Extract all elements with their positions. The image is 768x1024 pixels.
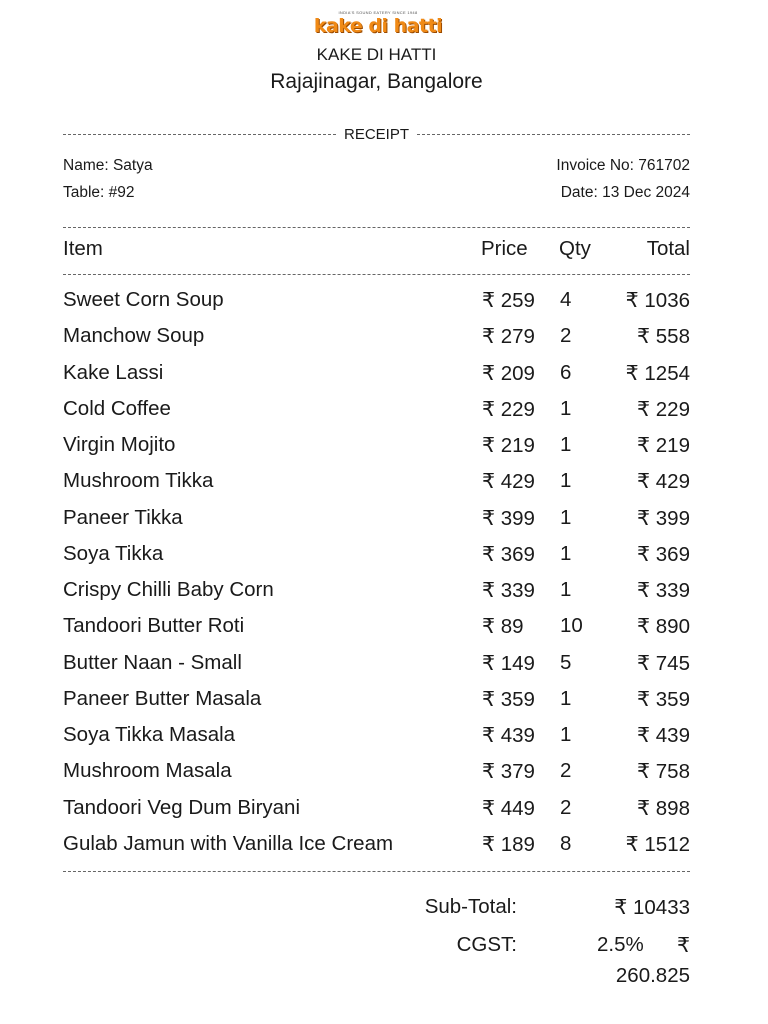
table-row [63, 361, 690, 397]
item-qty: 1 [560, 396, 572, 420]
item-total: ₹ 898 [637, 796, 690, 820]
item-total: ₹ 399 [637, 506, 690, 530]
item-name: Tandoori Veg Dum Biryani [63, 795, 301, 819]
invoice-number: Invoice No: 761702 [556, 157, 690, 174]
item-qty: 2 [560, 795, 572, 819]
item-name: Butter Naan - Small [63, 650, 242, 674]
item-total: ₹ 745 [637, 651, 690, 675]
divider [63, 134, 336, 135]
shop-location: Rajajinagar, Bangalore [270, 70, 483, 93]
item-name: Sweet Corn Soup [63, 288, 224, 311]
item-price: ₹ 219 [482, 434, 535, 457]
table-row [63, 324, 690, 360]
item-qty: 4 [560, 288, 572, 311]
item-qty: 2 [560, 324, 572, 348]
table-row [63, 687, 690, 723]
logo-wordmark: kake di hatti [313, 15, 443, 37]
item-price: ₹ 379 [482, 760, 535, 784]
item-qty: 10 [560, 614, 583, 638]
item-price: ₹ 439 [482, 724, 535, 747]
logo-tagline: INDIA'S SOUND EATERY SINCE 1948 [338, 10, 418, 15]
item-total: ₹ 219 [637, 434, 690, 457]
receipt-title: RECEIPT [344, 125, 410, 143]
item-name: Crispy Chilli Baby Corn [63, 578, 274, 601]
table-row [63, 759, 690, 795]
column-header-total: Total [646, 237, 690, 260]
item-name: Gulab Jamun with Vanilla Ice Cream [63, 831, 394, 855]
item-price: ₹ 89 [482, 615, 524, 639]
table-row [63, 723, 690, 759]
item-qty: 1 [560, 469, 572, 493]
table-row [63, 542, 690, 578]
divider [417, 134, 690, 135]
item-qty: 1 [560, 686, 572, 710]
divider [63, 227, 690, 228]
item-qty: 1 [560, 433, 572, 456]
subtotal-label: Sub-Total: [424, 895, 517, 918]
item-price: ₹ 449 [482, 796, 535, 820]
item-name: Soya Tikka [63, 541, 164, 565]
item-price: ₹ 399 [482, 506, 535, 530]
item-total: ₹ 439 [637, 724, 690, 747]
item-name: Manchow Soup [63, 324, 205, 348]
item-price: ₹ 259 [482, 289, 535, 312]
cgst-value: 260.825 [615, 964, 690, 987]
item-qty: 5 [560, 650, 572, 674]
table-row [63, 796, 690, 832]
table-row [63, 578, 690, 614]
item-name: Tandoori Butter Roti [63, 614, 245, 638]
item-price: ₹ 339 [482, 579, 535, 602]
item-total: ₹ 558 [637, 325, 690, 349]
item-price: ₹ 149 [482, 651, 535, 675]
item-total: ₹ 1512 [625, 832, 690, 856]
item-price: ₹ 189 [482, 832, 535, 856]
item-total: ₹ 339 [637, 579, 690, 602]
item-qty: 1 [560, 505, 572, 529]
shop-name: KAKE DI HATTI [316, 45, 437, 64]
customer-name: Name: Satya [63, 157, 153, 174]
cgst-rate: 2.5% [597, 933, 644, 956]
item-price: ₹ 369 [482, 542, 535, 566]
receipt-heading [63, 124, 690, 144]
column-header-item: Item [63, 237, 103, 260]
item-price: ₹ 359 [482, 687, 535, 711]
table-row [63, 469, 690, 505]
table-row [63, 288, 690, 324]
item-total: ₹ 429 [637, 470, 690, 494]
table-row [63, 651, 690, 687]
subtotal-value: ₹ 10433 [614, 896, 690, 919]
invoice-date: Date: 13 Dec 2024 [560, 184, 690, 201]
table-number: Table: #92 [63, 184, 135, 201]
item-price: ₹ 229 [482, 397, 535, 421]
table-row [63, 506, 690, 542]
item-name: Mushroom Masala [63, 759, 232, 783]
item-total: ₹ 1254 [625, 361, 690, 385]
table-row [63, 433, 690, 469]
item-name: Soya Tikka Masala [63, 723, 236, 746]
item-price: ₹ 429 [482, 470, 535, 494]
item-qty: 1 [560, 723, 572, 746]
item-total: ₹ 758 [637, 760, 690, 784]
item-qty: 2 [560, 759, 572, 783]
cgst-label: CGST: [456, 933, 517, 956]
item-price: ₹ 209 [482, 361, 535, 385]
item-qty: 8 [560, 831, 572, 855]
item-total: ₹ 1036 [625, 289, 690, 312]
item-name: Virgin Mojito [63, 433, 176, 456]
item-name: Cold Coffee [63, 396, 171, 420]
item-total: ₹ 229 [637, 397, 690, 421]
item-name: Kake Lassi [63, 360, 164, 384]
table-row [63, 614, 690, 650]
item-qty: 6 [560, 360, 572, 384]
item-qty: 1 [560, 578, 572, 601]
column-header-qty: Qty [559, 237, 591, 260]
item-qty: 1 [560, 541, 572, 565]
item-name: Paneer Butter Masala [63, 686, 262, 710]
item-total: ₹ 890 [637, 615, 690, 639]
item-name: Paneer Tikka [63, 505, 183, 529]
divider [63, 871, 690, 872]
cgst-currency: ₹ [676, 934, 690, 957]
column-header-price: Price [481, 237, 528, 260]
table-row [63, 832, 690, 868]
brand-logo [313, 10, 443, 40]
divider [63, 274, 690, 275]
item-total: ₹ 369 [637, 542, 690, 566]
item-name: Mushroom Tikka [63, 469, 214, 493]
item-total: ₹ 359 [637, 687, 690, 711]
item-price: ₹ 279 [482, 325, 535, 349]
table-row [63, 397, 690, 433]
